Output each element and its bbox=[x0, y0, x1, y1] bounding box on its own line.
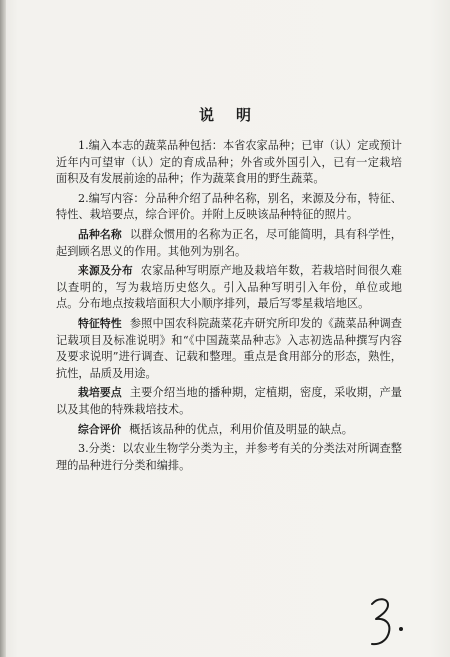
paragraph-term: 特征特性 bbox=[78, 316, 122, 330]
paragraph-term: 综合评价 bbox=[78, 422, 122, 436]
paragraph-origin bbox=[56, 263, 402, 313]
paragraph-text: 2.编写内容：分品种介绍了品种名称，别名，来源及分布，特征、特性、栽培要点，综合评价。并附上反映该品种特征的照片。 bbox=[56, 191, 402, 222]
paragraph-scope bbox=[56, 138, 402, 188]
title-char-1: 说 bbox=[198, 106, 214, 124]
paragraph-text: 以群众惯用的名称为正名，尽可能简明，具有科学性，起到顾名思义的作用。其他列为别名。 bbox=[56, 227, 402, 258]
paragraph-term: 来源及分布 bbox=[78, 264, 133, 278]
paragraph-text: 概括该品种的优点，利用价值及明显的缺点。 bbox=[129, 422, 353, 436]
paragraph-text: 参照中国农科院蔬菜花卉研究所印发的《蔬菜品种调查记载项目及标准说明》和“《中国蔬菜品种志》入志初选品种撰写内容及要求说明”进行调查、记载和整理。重点是食用部分的形态，熟性，抗性，品质及用途。 bbox=[56, 316, 402, 380]
page-title bbox=[0, 104, 450, 125]
paragraph-cultivation bbox=[56, 385, 402, 418]
paragraph-term: 品种名称 bbox=[78, 227, 122, 241]
handwritten-page-number bbox=[368, 592, 408, 648]
paragraph-text: 农家品种写明原产地及栽培年数，若栽培时间很久难以查明的，写为栽培历史悠久。引入品种写明引入年份，单位或地点。分布地点按栽培面积大小顺序排列，最后写零星栽培地区。 bbox=[56, 264, 402, 311]
paragraph-variety-name bbox=[56, 227, 402, 260]
document-body bbox=[56, 138, 402, 477]
paragraph-evaluation bbox=[56, 422, 402, 439]
title-char-2: 明 bbox=[236, 106, 252, 124]
paragraph-characteristics bbox=[56, 316, 402, 382]
paragraph-classification bbox=[56, 441, 402, 474]
page-binding-edge bbox=[0, 0, 6, 657]
paragraph-term: 栽培要点 bbox=[78, 386, 122, 400]
paragraph-content bbox=[56, 191, 402, 224]
paragraph-text: 3.分类：以农业生物学分类为主，并参考有关的分类法对所调查整理的品种进行分类和编排。 bbox=[56, 442, 402, 472]
paragraph-text: 主要介绍当地的播种期，定植期，密度，采收期，产量以及其他的特殊栽培技术。 bbox=[56, 386, 402, 416]
paragraph-text: 1.编入本志的蔬菜品种包括：本省农家品种；已审（认）定或预计近年内可望审（认）定的育成品种；外省或外国引入，已有一定栽培面积及有发展前途的品种；作为蔬菜食用的野生蔬菜。 bbox=[56, 139, 402, 186]
